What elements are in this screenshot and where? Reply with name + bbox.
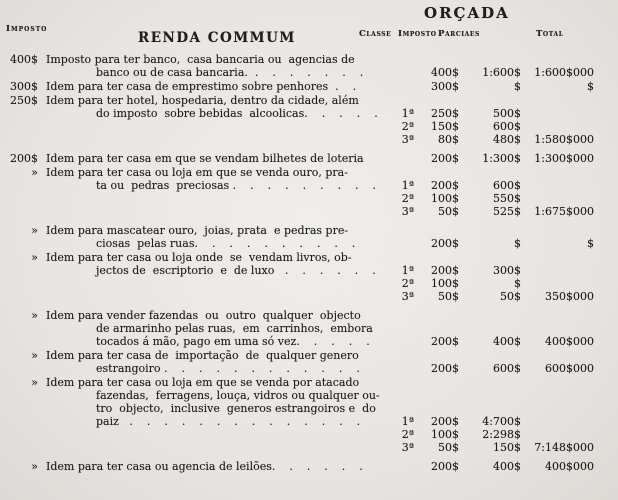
table-row: [4, 166, 614, 218]
total-cell: 400$000: [545, 460, 594, 473]
imposto-left-cell: 200$: [10, 152, 38, 165]
parciaes-cell: $: [514, 80, 521, 93]
value-subrow: [392, 179, 594, 192]
value-subrow: [392, 66, 594, 79]
table-row: [4, 349, 614, 375]
description-cell: [46, 224, 392, 250]
classe-cell: [392, 80, 414, 93]
column-header-imposto: Imposto: [398, 29, 437, 39]
parciaes-cell: 400$: [493, 335, 521, 348]
total-cell: 7:148$000: [534, 441, 594, 454]
value-subrow: [392, 152, 594, 165]
value-subrow: [392, 264, 594, 277]
parciaes-cell: 1:600$: [482, 66, 521, 79]
value-subrow: [392, 290, 594, 303]
imposto-left-cell: »: [31, 460, 38, 473]
value-subrow: [392, 205, 594, 218]
value-subrow: [392, 192, 594, 205]
description-cell: [46, 309, 392, 348]
imposto-left-cell: »: [31, 376, 38, 389]
classe-cell: [392, 152, 414, 165]
description-line: Idem para ter casa em que se vendam bilhetes de loteria: [46, 152, 364, 165]
table-row: [4, 94, 614, 146]
value-subrow: [392, 441, 594, 454]
imposto-cell: 200$: [431, 335, 459, 348]
values-cell: [392, 335, 594, 348]
orcada-heading: ORÇADA: [424, 4, 510, 22]
table-row: [4, 309, 614, 348]
table-row: [4, 251, 614, 303]
values-cell: [392, 415, 594, 454]
parciaes-cell: 4:700$: [482, 415, 521, 428]
parciaes-cell: 1:300$: [482, 152, 521, 165]
total-cell: [521, 120, 594, 133]
imposto-left-cell: 400$: [10, 53, 38, 66]
parciaes-cell: 150$: [493, 441, 521, 454]
page-title: RENDA COMMUM: [138, 30, 296, 46]
imposto-left-cell: »: [31, 309, 38, 322]
description-line: Idem para vender fazendas ou outro qualquer objecto: [46, 309, 361, 322]
imposto-cell: 50$: [438, 290, 459, 303]
value-subrow: [392, 237, 594, 250]
classe-cell: 3ª: [401, 133, 414, 146]
imposto-left-column-heading: Imposto: [6, 24, 48, 34]
description-line: Idem para ter casa ou loja onde se vendam livros, ob-: [46, 251, 352, 264]
total-cell: 400$000: [545, 335, 594, 348]
description-line: Idem para mascatear ouro, joias, prata e pedras pre-: [46, 224, 349, 237]
classe-cell: [392, 66, 414, 79]
parciaes-cell: 400$: [493, 460, 521, 473]
classe-cell: 1ª: [401, 415, 414, 428]
description-line: do imposto sobre bebidas alcoolicas. . . . .: [96, 107, 378, 120]
description-cell: [46, 166, 392, 192]
imposto-cell: 200$: [431, 362, 459, 375]
description-line: paiz . . . . . . . . . . . . . .: [96, 415, 361, 428]
description-cell: [46, 376, 392, 428]
total-cell: [521, 277, 594, 290]
description-line: tocados á mão, pago em uma só vez. . . . .: [96, 335, 370, 348]
parciaes-cell: 50$: [500, 290, 521, 303]
description-cell: [46, 349, 392, 375]
total-cell: [521, 192, 594, 205]
values-cell: [392, 264, 594, 303]
parciaes-cell: 480$: [493, 133, 521, 146]
classe-cell: 3ª: [401, 205, 414, 218]
description-cell: [46, 460, 392, 473]
imposto-left-cell: 300$: [10, 80, 38, 93]
classe-cell: 2ª: [401, 277, 414, 290]
total-cell: 1:580$000: [534, 133, 594, 146]
classe-cell: [392, 237, 414, 250]
total-cell: [521, 179, 594, 192]
value-subrow: [392, 80, 594, 93]
value-subrow: [392, 415, 594, 428]
classe-cell: 1ª: [401, 264, 414, 277]
classe-cell: [392, 362, 414, 375]
total-cell: $: [587, 237, 594, 250]
total-cell: 1:300$000: [534, 152, 594, 165]
description-line: de armarinho pelas ruas, em carrinhos, embora: [96, 322, 373, 335]
imposto-left-cell: »: [31, 251, 38, 264]
table-row: [4, 460, 614, 473]
description-line: fazendas, ferragens, louça, vidros ou qualquer ou-: [96, 389, 380, 402]
parciaes-cell: $: [514, 277, 521, 290]
description-line: tro objecto, inclusive generos estrangoiros e do: [96, 402, 376, 415]
value-subrow: [392, 362, 594, 375]
imposto-cell: 150$: [431, 120, 459, 133]
table-row: [4, 80, 614, 93]
values-cell: [392, 237, 594, 250]
values-cell: [392, 80, 594, 93]
classe-cell: [392, 335, 414, 348]
imposto-cell: 200$: [431, 152, 459, 165]
classe-cell: 2ª: [401, 192, 414, 205]
values-cell: [392, 152, 594, 165]
imposto-left-cell: »: [31, 166, 38, 179]
total-cell: 350$000: [545, 290, 594, 303]
imposto-cell: 100$: [431, 192, 459, 205]
values-cell: [392, 362, 594, 375]
value-subrow: [392, 460, 594, 473]
description-line: Idem para ter hotel, hospedaria, dentro da cidade, além: [46, 94, 359, 107]
description-cell: [46, 152, 392, 165]
total-cell: [521, 428, 594, 441]
table-row: [4, 224, 614, 250]
imposto-cell: 200$: [431, 264, 459, 277]
total-cell: $: [587, 80, 594, 93]
description-line: Imposto para ter banco, casa bancaria ou agencias de: [46, 53, 355, 66]
values-cell: [392, 66, 594, 79]
imposto-left-cell: 250$: [10, 94, 38, 107]
values-cell: [392, 179, 594, 218]
column-header-classe: Classe: [359, 29, 392, 39]
imposto-cell: 200$: [431, 237, 459, 250]
imposto-cell: 250$: [431, 107, 459, 120]
column-header-total: Total: [536, 29, 564, 39]
column-header-parciaes: Parciaes: [438, 29, 480, 39]
total-cell: [521, 107, 594, 120]
imposto-cell: 50$: [438, 441, 459, 454]
imposto-cell: 80$: [438, 133, 459, 146]
total-cell: 1:675$000: [534, 205, 594, 218]
description-line: jectos de escriptorio e de luxo . . . . . .: [96, 264, 376, 277]
total-cell: 1:600$000: [534, 66, 594, 79]
imposto-cell: 100$: [431, 277, 459, 290]
parciaes-cell: $: [514, 237, 521, 250]
description-line: Idem para ter casa ou agencia de leilões. . . . . .: [46, 460, 363, 473]
imposto-cell: 200$: [431, 460, 459, 473]
imposto-cell: 200$: [431, 415, 459, 428]
total-cell: [521, 264, 594, 277]
total-cell: [521, 415, 594, 428]
value-subrow: [392, 277, 594, 290]
description-line: ta ou pedras preciosas . . . . . . . . .: [96, 179, 377, 192]
classe-cell: 1ª: [401, 179, 414, 192]
description-line: banco ou de casa bancaria. . . . . . . .: [96, 66, 364, 79]
parciaes-cell: 525$: [493, 205, 521, 218]
table-row: [4, 53, 614, 79]
classe-cell: 3ª: [401, 290, 414, 303]
parciaes-cell: 2:298$: [482, 428, 521, 441]
imposto-cell: 200$: [431, 179, 459, 192]
classe-cell: 1ª: [401, 107, 414, 120]
imposto-cell: 100$: [431, 428, 459, 441]
imposto-cell: 50$: [438, 205, 459, 218]
description-line: Idem para ter casa ou loja em que se venda ouro, pra-: [46, 166, 348, 179]
classe-cell: 2ª: [401, 428, 414, 441]
description-cell: [46, 94, 392, 120]
parciaes-cell: 500$: [493, 107, 521, 120]
description-line: Idem para ter casa ou loja em que se venda por atacado: [46, 376, 360, 389]
total-cell: 600$000: [545, 362, 594, 375]
parciaes-cell: 600$: [493, 362, 521, 375]
description-cell: [46, 53, 392, 79]
description-line: Idem para ter casa de emprestimo sobre penhores . .: [46, 80, 357, 93]
description-line: estrangoiro . . . . . . . . . . . .: [96, 362, 360, 375]
table-body: [4, 53, 614, 474]
classe-cell: [392, 460, 414, 473]
parciaes-cell: 600$: [493, 179, 521, 192]
value-subrow: [392, 120, 594, 133]
imposto-left-cell: »: [31, 349, 38, 362]
values-cell: [392, 107, 594, 146]
classe-cell: 3ª: [401, 441, 414, 454]
table-row: [4, 152, 614, 165]
value-subrow: [392, 428, 594, 441]
imposto-left-cell: »: [31, 224, 38, 237]
classe-cell: 2ª: [401, 120, 414, 133]
description-cell: [46, 80, 392, 93]
description-line: ciosas pelas ruas. . . . . . . . . .: [96, 237, 356, 250]
description-cell: [46, 251, 392, 277]
imposto-cell: 400$: [431, 66, 459, 79]
value-subrow: [392, 133, 594, 146]
value-subrow: [392, 107, 594, 120]
parciaes-cell: 300$: [493, 264, 521, 277]
value-subrow: [392, 335, 594, 348]
table-row: [4, 376, 614, 454]
imposto-cell: 300$: [431, 80, 459, 93]
parciaes-cell: 600$: [493, 120, 521, 133]
parciaes-cell: 550$: [493, 192, 521, 205]
description-line: Idem para ter casa de importação de qualquer genero: [46, 349, 359, 362]
values-cell: [392, 460, 594, 473]
